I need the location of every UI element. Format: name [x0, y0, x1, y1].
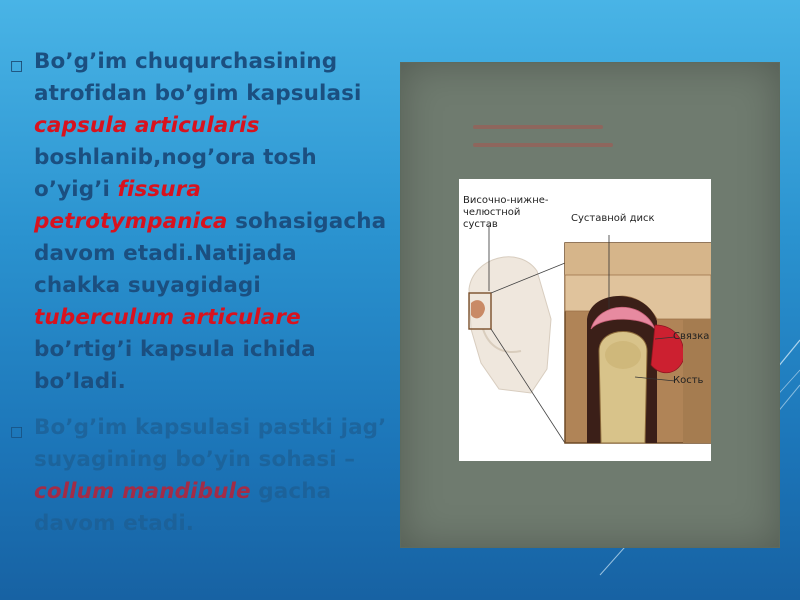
tmj-illustration: [459, 179, 711, 461]
text-segment: Bo’g’im chuqurchasining atrofidan bo’gim kapsulasi: [34, 49, 362, 106]
term-collum-mandibule: collum mandibule: [34, 479, 251, 504]
term-tuberculum-articulare: tuberculum articulare: [34, 305, 301, 330]
text-segment: boshlanib,nog’ora tosh o’yig’i: [34, 145, 317, 202]
text-segment: sohasigacha davom etadi.Natijada chakka suyagidagi: [34, 209, 387, 298]
bullet-text: [34, 415, 386, 536]
label-bone: Кость: [673, 375, 704, 386]
bullet-marker-icon: □: [10, 424, 24, 440]
label-articular-disc: Суставной диск: [571, 213, 655, 224]
frame-caption-blurred: [471, 119, 641, 164]
text-segment: gacha davom etadi.: [34, 479, 332, 536]
text-segment: bo’rtig’i kapsula ichida bo’ladi.: [34, 337, 316, 394]
term-fissura-petrotympanica: fissura petrotympanica: [34, 177, 228, 234]
term-capsula-articularis: capsula articularis: [34, 113, 260, 138]
bullet-list: [10, 46, 390, 540]
bullet-marker-icon: □: [10, 58, 24, 74]
label-ligament: Связка: [673, 331, 710, 342]
bullet-capsule-extent: [10, 412, 390, 540]
bullet-text: [34, 49, 386, 394]
label-tmj-joint: Височно-нижне-челюстной сустав: [463, 195, 549, 230]
bullet-capsule-origin: [10, 46, 390, 398]
figure-frame: [400, 62, 780, 548]
text-segment: Bo’g’im kapsulasi pastki jag’ suyagining bo’yin sohasi –: [34, 415, 387, 472]
blurred-text-icon: [471, 119, 641, 159]
